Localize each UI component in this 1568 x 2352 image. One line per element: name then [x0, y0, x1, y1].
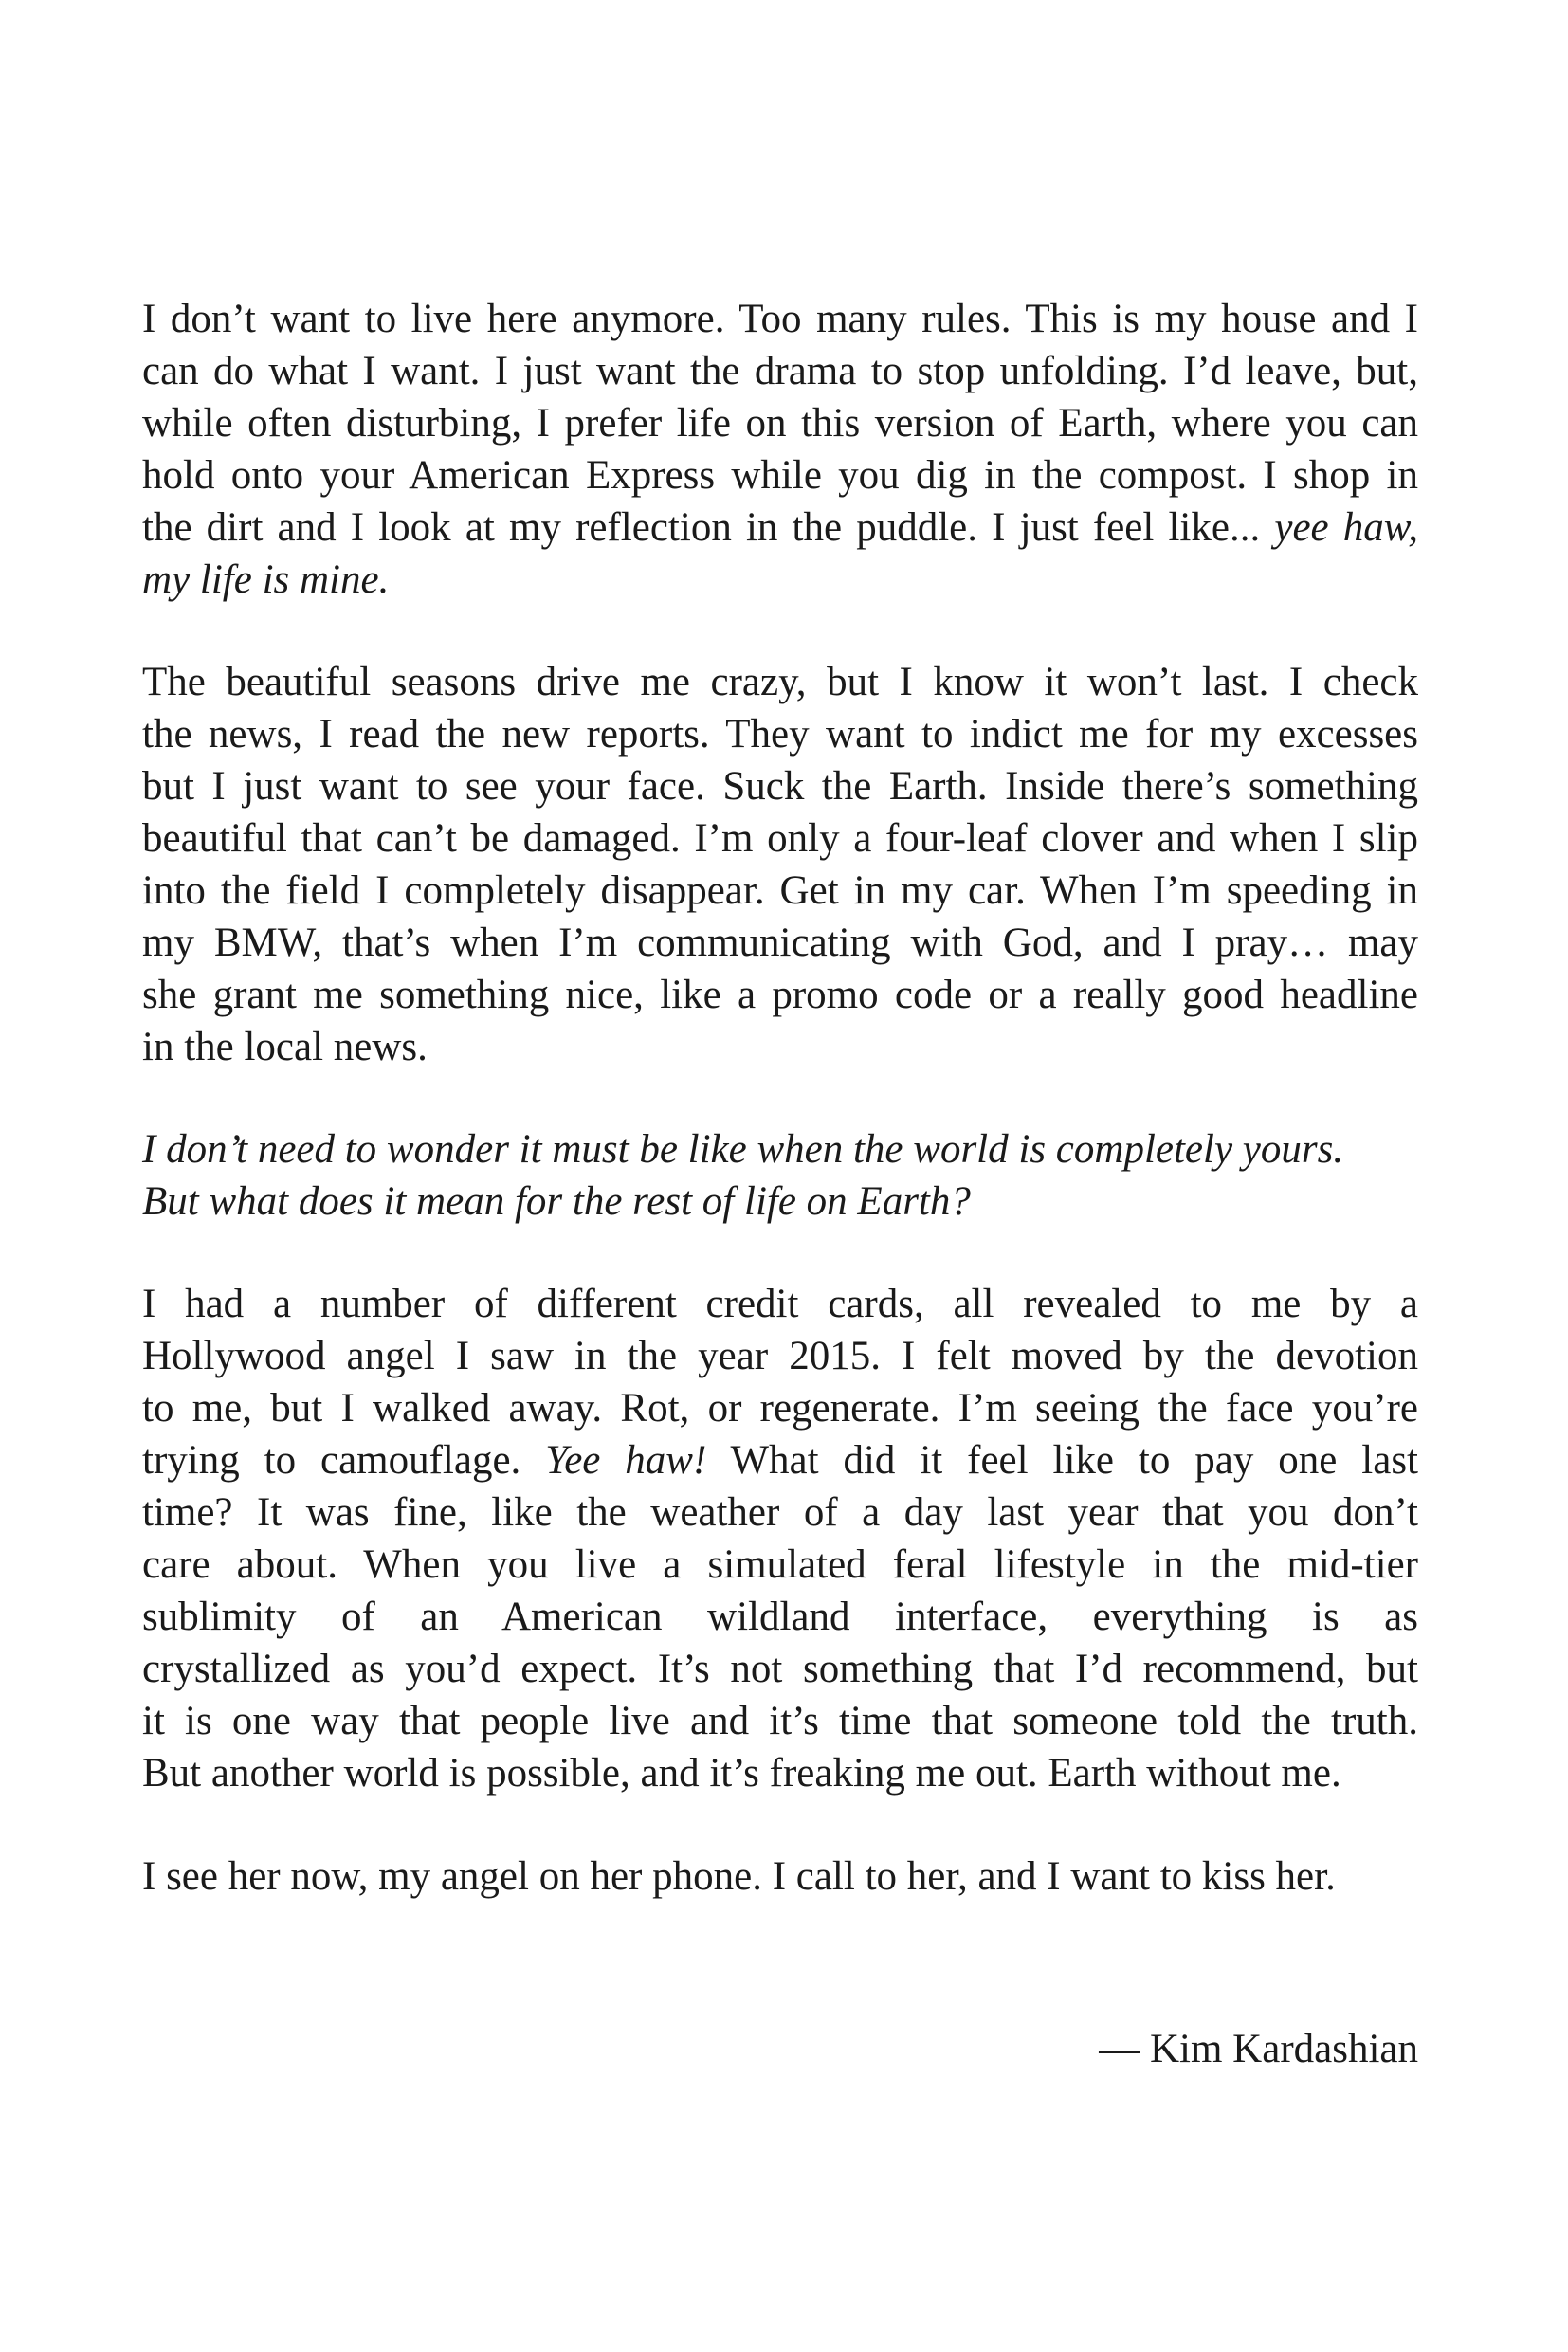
paragraph-1	[142, 293, 1418, 606]
text-line: beautiful that can’t be damaged. I’m only a four-leaf clover and when I slip	[142, 816, 1418, 861]
text-line: hold onto your American Express while you dig in the compost. I shop in	[142, 453, 1418, 498]
text-line: The beautiful seasons drive me crazy, but I know it won’t last. I check	[142, 660, 1418, 704]
text-line: into the field I completely disappear. Get in my car. When I’m speeding in	[142, 868, 1418, 913]
text-line: I had a number of different credit cards, all revealed to me by a	[142, 1282, 1418, 1326]
text-run: the dirt and I look at my reflection in the puddle. I just feel like...	[142, 505, 1261, 550]
text-line: to me, but I walked away. Rot, or regenerate. I’m seeing the face you’re	[142, 1386, 1418, 1431]
text-line: time? It was fine, like the weather of a day last year that you don’t	[142, 1490, 1418, 1535]
author-signature: — Kim Kardashian	[1099, 2027, 1418, 2071]
text-line: I don’t want to live here anymore. Too many rules. This is my house and I	[142, 297, 1418, 341]
text-line: while often disturbing, I prefer life on this version of Earth, where you can	[142, 401, 1418, 446]
text-line: I don’t need to wonder it must be like when the world is completely yours.	[142, 1127, 1344, 1172]
text-run: What did it feel like to pay one last	[706, 1438, 1418, 1483]
text-line	[142, 554, 1418, 606]
paragraph-2	[142, 656, 1418, 1073]
text-line: But another world is possible, and it’s freaking me out. Earth without me.	[142, 1751, 1341, 1796]
text-line	[142, 501, 1418, 554]
italic-run: my life is mine.	[142, 557, 390, 602]
text-line: the news, I read the new reports. They want to indict me for my excesses	[142, 712, 1418, 757]
paragraph-3	[142, 1123, 1418, 1228]
text-line: it is one way that people live and it’s time that someone told the truth.	[142, 1699, 1418, 1743]
paragraph-5	[142, 1851, 1418, 1903]
text-line: she grant me something nice, like a promo code or a really good headline	[142, 973, 1418, 1017]
text-line: my BMW, that’s when I’m communicating with God, and I pray… may	[142, 921, 1418, 965]
text-line: care about. When you live a simulated feral lifestyle in the mid-tier	[142, 1542, 1418, 1587]
text-line: in the local news.	[142, 1025, 428, 1069]
text-line: can do what I want. I just want the drama to stop unfolding. I’d leave, but,	[142, 349, 1418, 393]
text-line: crystallized as you’d expect. It’s not something that I’d recommend, but	[142, 1647, 1418, 1691]
text-line	[142, 1434, 1418, 1486]
italic-run: yee haw,	[1260, 505, 1419, 550]
text-line: Hollywood angel I saw in the year 2015. I felt moved by the devotion	[142, 1334, 1418, 1378]
paragraph-4	[142, 1278, 1418, 1799]
text-line: I see her now, my angel on her phone. I call to her, and I want to kiss her.	[142, 1854, 1336, 1899]
text-line: sublimity of an American wildland interface, everything is as	[142, 1595, 1418, 1639]
text-line: But what does it mean for the rest of life on Earth?	[142, 1179, 971, 1224]
text-run: trying to camouflage.	[142, 1438, 546, 1483]
italic-run: Yee haw!	[545, 1438, 707, 1483]
text-line: but I just want to see your face. Suck the Earth. Inside there’s something	[142, 764, 1418, 809]
